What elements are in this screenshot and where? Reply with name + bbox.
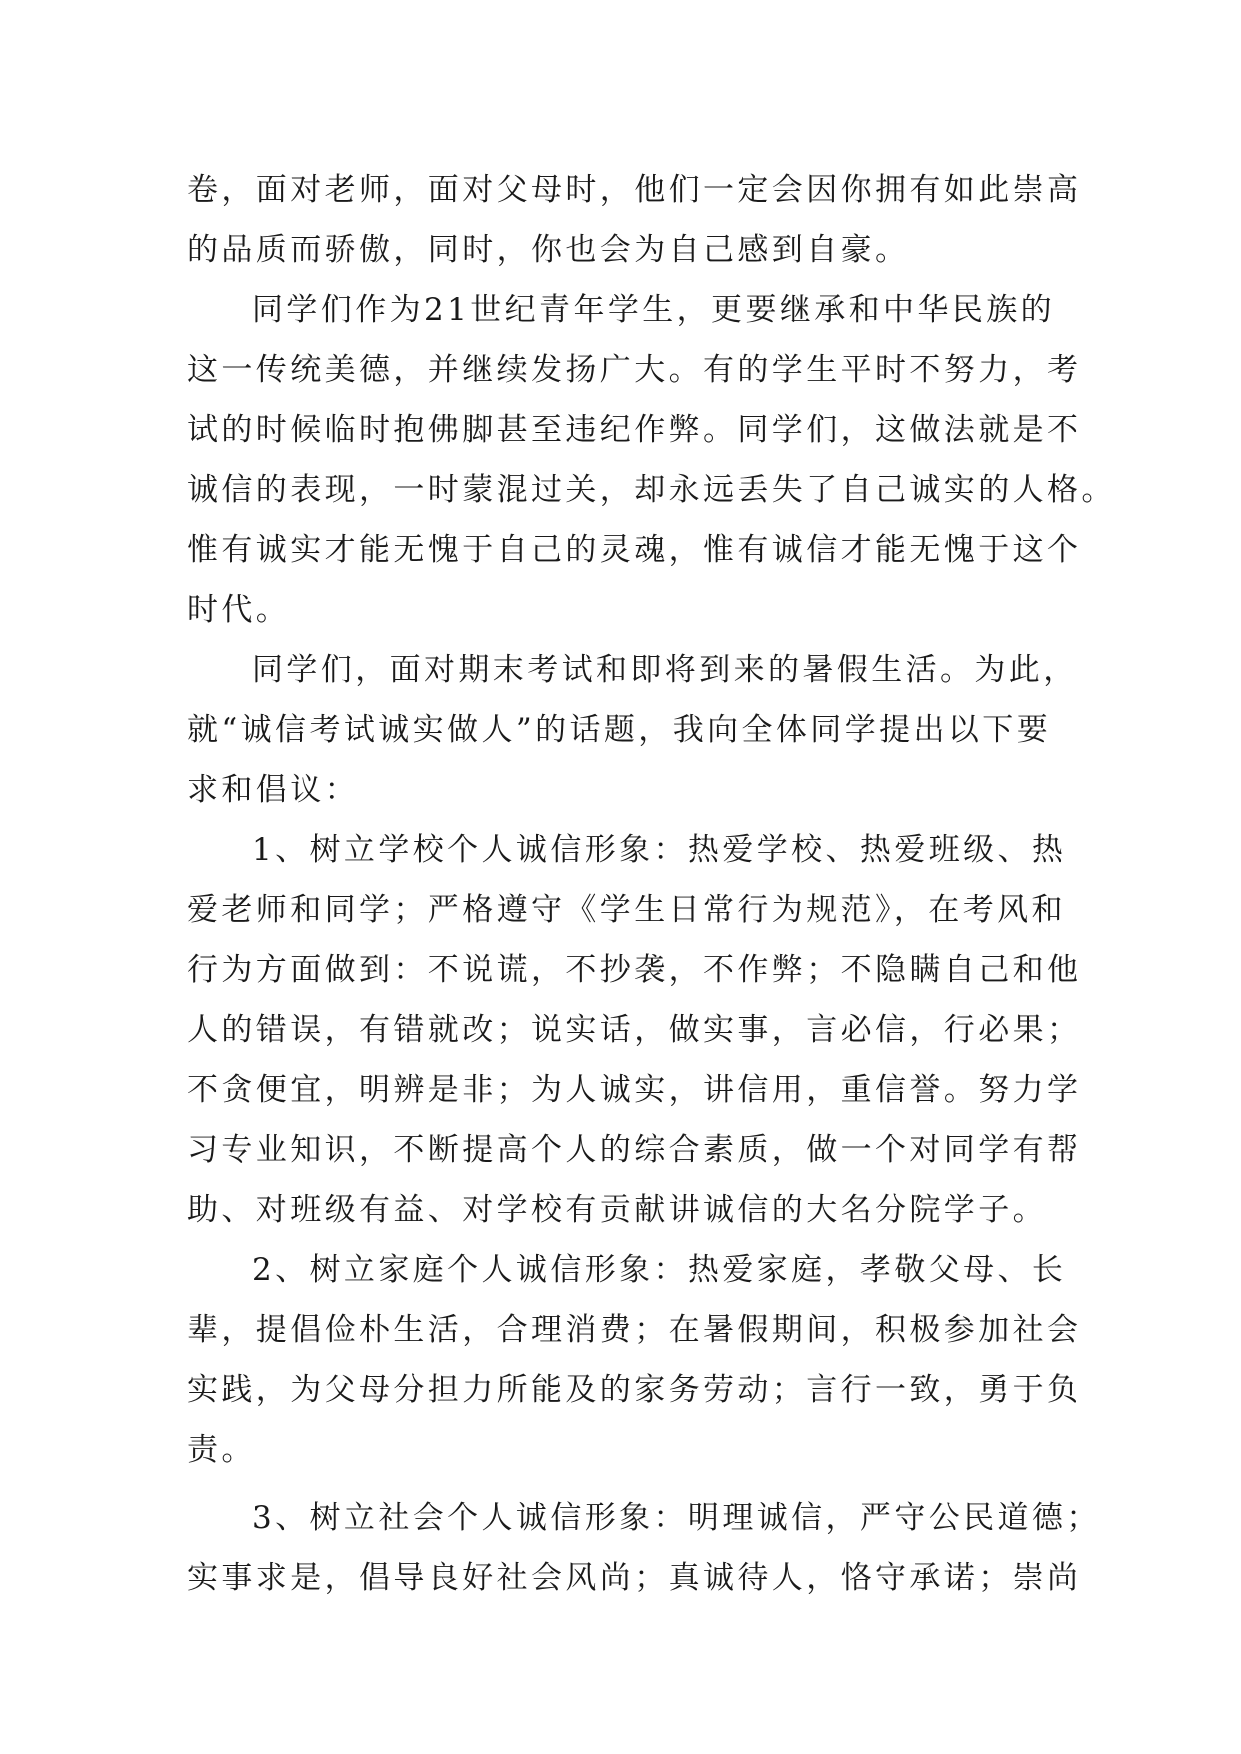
text-line: 行为方面做到：不说谎，不抄袭，不作弊；不隐瞒自己和他 <box>187 952 1082 988</box>
text-line: 2、树立家庭个人诚信形象：热爱家庭，孝敬父母、长 <box>252 1252 1067 1288</box>
text-line: 诚信的表现，一时蒙混过关，却永远丢失了自己诚实的人格。 <box>187 472 1116 508</box>
paragraph-6 <box>187 1488 1101 1608</box>
text-line: 惟有诚实才能无愧于自己的灵魂，惟有诚信才能无愧于这个 <box>187 532 1082 568</box>
text-line: 辈，提倡俭朴生活，合理消费；在暑假期间，积极参加社会 <box>187 1312 1082 1348</box>
text-line: 习专业知识，不断提高个人的综合素质，做一个对同学有帮 <box>187 1132 1082 1168</box>
text-line: 3、树立社会个人诚信形象：明理诚信，严守公民道德； <box>252 1500 1101 1536</box>
text-line: 实践，为父母分担力所能及的家务劳动；言行一致，勇于负 <box>187 1372 1082 1408</box>
text-line: 不贪便宜，明辨是非；为人诚实，讲信用，重信誉。努力学 <box>187 1072 1082 1108</box>
paragraph-3 <box>187 640 1078 820</box>
text-line: 实事求是，倡导良好社会风尚；真诚待人，恪守承诺；崇尚 <box>187 1560 1082 1596</box>
paragraph-spacer <box>187 1480 1057 1488</box>
paragraph-5 <box>187 1240 1082 1480</box>
text-line: 责。 <box>187 1432 256 1468</box>
text-line: 试的时候临时抱佛脚甚至违纪作弊。同学们，这做法就是不 <box>187 412 1082 448</box>
text-line: 时代。 <box>187 592 291 628</box>
text-line: 这一传统美德，并继续发扬广大。有的学生平时不努力，考 <box>187 352 1082 388</box>
paragraph-2 <box>187 280 1116 640</box>
text-line: 卷，面对老师，面对父母时，他们一定会因你拥有如此崇高 <box>187 172 1082 208</box>
text-line: 人的错误，有错就改；说实话，做实事，言必信，行必果； <box>187 1012 1082 1048</box>
text-line: 同学们作为21世纪青年学生，更要继承和中华民族的 <box>252 292 1056 328</box>
text-line: 助、对班级有益、对学校有贡献讲诚信的大名分院学子。 <box>187 1192 1047 1228</box>
text-line: 求和倡议： <box>187 772 359 808</box>
paragraph-1 <box>187 160 1082 280</box>
text-line: 爱老师和同学；严格遵守《学生日常行为规范》，在考风和 <box>187 892 1066 928</box>
document-body <box>187 160 1116 1608</box>
text-line: 同学们，面对期末考试和即将到来的暑假生活。为此， <box>252 652 1078 688</box>
text-line: 就“诚信考试诚实做人”的话题，我向全体同学提出以下要 <box>187 712 1052 748</box>
paragraph-4 <box>187 820 1082 1240</box>
text-line: 的品质而骄傲，同时，你也会为自己感到自豪。 <box>187 232 910 268</box>
text-line: 1、树立学校个人诚信形象：热爱学校、热爱班级、热 <box>252 832 1067 868</box>
